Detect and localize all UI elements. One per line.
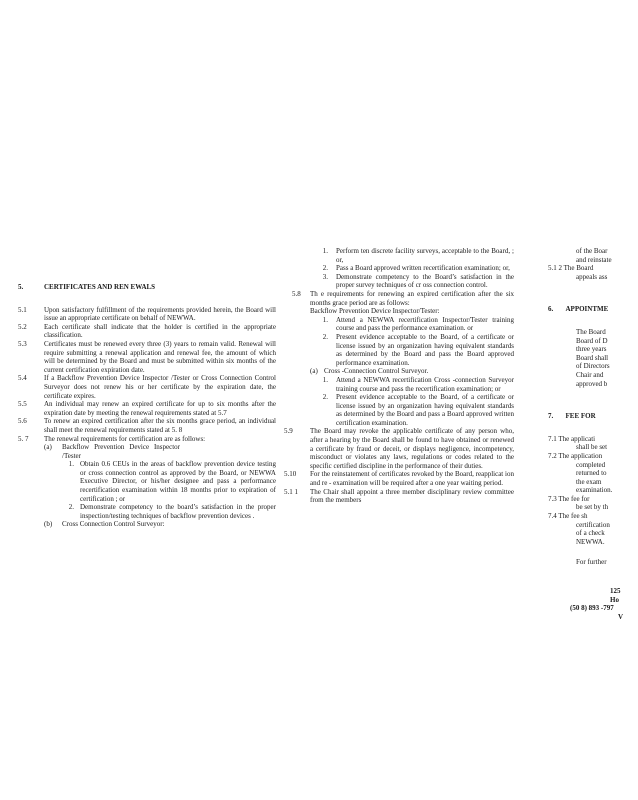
clause-5-2: [18, 323, 276, 340]
text-line: of the Boar: [576, 247, 608, 255]
clause-text: The Board may revoke the applicable certificate of any person who, after a hearing by the Board shall be found to have obtained or renewed a certificate by fraud or deceit, or displays negligence, incompetency, misconduct or violates any laws, regulations or codes related to the specific certified discipline in the performance of their duties.: [310, 427, 514, 470]
clause-5-9: [284, 427, 514, 470]
clause-number: 5. 7: [18, 434, 29, 443]
item-text: Attend a NEWWA recertification Inspector/Tester training course and pass the performance examination. or: [336, 315, 514, 333]
text-line: The Board: [576, 327, 606, 336]
section-number: 7.: [548, 412, 554, 421]
further-info-line: For further: [576, 558, 607, 567]
clause-text: Obtain 0.6 CEUs in the areas of backflow prevention device testing or cross connection control as approved by the Board, or NEWWA Executive Director, or his/her designee and pass a performance recertification examination within 18 months prior to expiration of certification ; or: [80, 460, 276, 503]
clause-5-7-a-1: [18, 460, 276, 503]
clause-text: Backflow Prevention Device Inspector /Tester: [62, 443, 180, 460]
clause-5-8-1: [292, 316, 514, 333]
clause-text: Upon satisfactory fulfillment of the requirements provided herein, the Board will issue an appropriate certificate on behalf of NEWWA.: [44, 305, 276, 323]
section-title: APPOINTME: [565, 305, 609, 314]
item-number: 1.: [322, 247, 328, 255]
address-line: V: [618, 612, 624, 621]
clause-5-8: [292, 290, 514, 307]
clause-7-2-line: 7.2 The application: [548, 451, 603, 460]
clause-5-8-2: [292, 333, 514, 367]
clause-text: Demonstrate competency to the board’s satisfaction in the proper inspection/testing techniques of backflow prevention devices .: [80, 503, 276, 520]
text-line: Board of D: [576, 336, 608, 345]
clause-number: 5.3: [18, 339, 27, 348]
clause-number: (a): [44, 443, 52, 452]
clause-number: 5.1 1: [284, 487, 298, 496]
section-title: CERTIFICATES AND REN EWALS: [44, 283, 156, 291]
section-number: 6.: [548, 305, 554, 314]
column-left: [18, 283, 276, 529]
clause-number: 5.1: [18, 305, 27, 314]
item-1: [292, 247, 514, 264]
clause-number: 5.2: [18, 322, 27, 331]
clause-5-1: [18, 306, 276, 323]
clause-text: Cross -Connection Control Surveyor.: [324, 367, 429, 376]
clause-5-12-line: 5.1 2 The Board: [548, 264, 594, 273]
section-number: 5.: [18, 283, 24, 291]
clause-text: Th e requirements for renewing an expired certification after the six months grace period are as follows:: [310, 289, 514, 307]
clause-text: An individual may renew an expired certificate for up to six months after the expiration date by meeting the renewal requirements stated at 5.7: [44, 400, 276, 417]
section-5-heading: [18, 283, 276, 292]
item-text: Perform ten discrete facility surveys, acceptable to the Board, ; or,: [336, 247, 514, 264]
clause-5-8-a-2: [292, 393, 514, 427]
item-number: 1.: [322, 315, 328, 324]
clause-number: 1.: [68, 460, 74, 469]
item-number: 1.: [322, 375, 328, 384]
clause-text: The renewal requirements for certification are as follows:: [44, 434, 206, 443]
clause-7-1-line: 7.1 The applicati: [548, 434, 596, 443]
clause-5-8-subheading: Backflow Prevention Device Inspector/Tester:: [310, 307, 440, 316]
address-line: 125: [610, 587, 621, 596]
item-3: [292, 273, 514, 290]
clause-5-5: [18, 400, 276, 417]
column-right: [548, 247, 638, 621]
text-line: of a check: [576, 529, 605, 538]
clause-text: If a Backflow Prevention Device Inspector /Tester or Cross Connection Control Surveyor does not renew his or her certificate by the expiration date, the certificate expires.: [44, 374, 276, 400]
clause-5-7-b: [18, 520, 276, 529]
clause-text: For the reinstatement of certificates revoked by the Board, reapplicat ion and re - examination will be required after a one year waiting period.: [310, 470, 514, 488]
clause-number: 5.4: [18, 374, 27, 383]
item-text: Present evidence acceptable to the Board, of a certificate or license issued by an organization having equivalent standards as determined by the Board and pass the Board approved performance examination.: [336, 332, 514, 367]
clause-5-7-a-2: [18, 503, 276, 520]
text-line: returned to: [576, 469, 607, 478]
clause-number: 2.: [68, 503, 74, 512]
clause-number: 5.8: [292, 289, 301, 298]
section-6-heading: [548, 305, 638, 314]
text-line: Board shall: [576, 353, 609, 362]
clause-text: Each certificate shall indicate that the holder is certified in the appropriate classification.: [44, 322, 276, 340]
clause-5-3: [18, 340, 276, 374]
clause-number: 5.9: [284, 427, 293, 436]
phone-line: (50 8) 893 -797: [570, 604, 614, 613]
item-text: Pass a Board approved written recertification examination; or,: [336, 264, 510, 273]
clause-5-10: [284, 470, 514, 487]
text-line: examination.: [576, 486, 613, 495]
section-title: FEE FOR: [565, 412, 596, 421]
clause-number: 5.5: [18, 400, 27, 409]
clause-5-8-a-1: [292, 376, 514, 393]
clause-5-7: [18, 435, 276, 444]
section-7-heading: [548, 412, 638, 421]
item-2: [292, 264, 514, 273]
clause-number: (b): [44, 520, 53, 529]
text-line: Chair and: [576, 370, 604, 379]
text-line: appeals ass: [576, 272, 608, 281]
item-number: 2.: [322, 264, 328, 273]
clause-5-11: [284, 488, 514, 505]
text-line: shall be set: [576, 443, 608, 452]
clause-number: (a): [310, 367, 318, 376]
item-text: Demonstrate competency to the Board’s satisfaction in the proper survey techniques of cr oss connection control.: [336, 272, 514, 290]
item-text: Present evidence acceptable to the Board, of a certificate or license issued by an organization having equivalent standards as determined by the Board and pass a Board approved written certification examination.: [336, 393, 514, 427]
clause-7-4-line: 7.4 The fee sh: [548, 512, 588, 521]
clause-text: Cross Connection Control Surveyor:: [62, 520, 165, 529]
clause-5-7-a: [18, 443, 276, 460]
text-line: completed: [576, 460, 606, 469]
text-line: the exam: [576, 477, 602, 486]
text-line: approved b: [576, 379, 608, 388]
text-line: of Directors: [576, 362, 610, 371]
clause-5-4: [18, 374, 276, 400]
clause-text: The Chair shall appoint a three member disciplinary review committee from the members: [310, 487, 514, 505]
clause-5-6: [18, 417, 276, 434]
item-number: 2.: [322, 332, 328, 341]
clause-number: 5.6: [18, 417, 27, 426]
text-line: three years: [576, 345, 607, 354]
text-line: NEWWA.: [576, 537, 605, 546]
column-middle: [284, 247, 514, 505]
text-line: and reinstate: [576, 255, 612, 264]
clause-number: 5.10: [284, 470, 297, 479]
item-number: 2.: [322, 393, 328, 402]
clause-text: To renew an expired certification after the six months grace period, an individual shall meet the renewal requirements stated at 5. 8: [44, 417, 276, 434]
clause-text: Certificates must be renewed every three (3) years to remain valid. Renewal will require submitting a renewal application and renewal fee, the amount of which will be determined by the Board and must be submitted within six months of the current certification expiration date.: [44, 339, 276, 374]
item-number: 3.: [322, 272, 328, 281]
item-text: Attend a NEWWA recertification Cross -connection Surveyor training course and pass the recertification examination; or: [336, 375, 514, 393]
text-line: certification: [576, 520, 610, 529]
address-line: Ho: [610, 595, 619, 604]
clause-5-8-a: [292, 367, 514, 376]
text-line: be set by th: [576, 503, 609, 512]
clause-7-3-line: 7.3 The fee for: [548, 494, 590, 503]
